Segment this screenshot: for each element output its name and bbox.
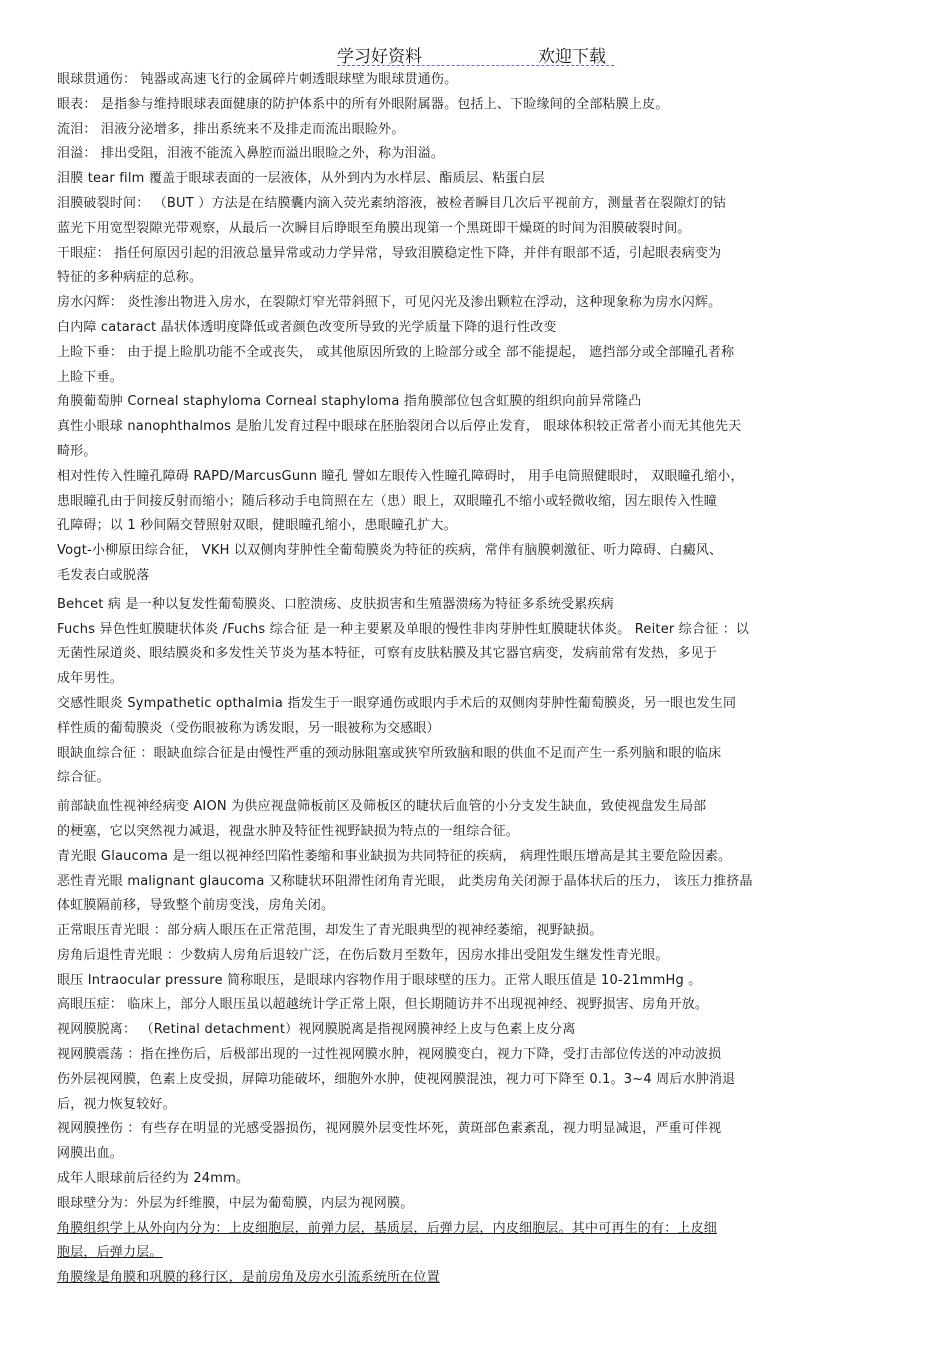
text-line: Behcet 病 是一种以复发性葡萄膜炎、口腔溃疡、皮肤损害和生殖器溃疡为特征多系统受累疾病 xyxy=(57,596,614,612)
text-line: 的梗塞，它以突然视力减退，视盘水肿及特征性视野缺损为特点的一组综合征。 xyxy=(57,823,520,839)
text-line: 样性质的葡萄膜炎（受伤眼被称为诱发眼，另一眼被称为交感眼） xyxy=(57,720,440,736)
text-line: 后，视力恢复较好。 xyxy=(57,1096,176,1112)
header-dashed-rule xyxy=(337,65,614,66)
text-line: 相对性传入性瞳孔障碍 RAPD/MarcusGunn 瞳孔 譬如左眼传入性瞳孔障碍时， 用手电筒照健眼时， 双眼瞳孔缩小， xyxy=(57,468,744,484)
text-line xyxy=(57,1291,897,1316)
text-line: 恶性青光眼 malignant glaucoma 又称睫状环阻滞性闭角青光眼， 此类房角关闭源于晶体状后的压力， 该压力推挤晶 xyxy=(57,873,753,889)
text-line: 视网膜挫伤 ：有些存在明显的光感受器损伤，视网膜外层变性坏死，黄斑部色素紊乱，视力明显减退，严重可伴视 xyxy=(57,1121,722,1137)
text-line: 特征的多种病症的总称。 xyxy=(57,270,203,286)
text-line: 真性小眼球 nanophthalmos 是胎儿发育过程中眼球在胚胎裂闭合以后停止发育， 眼球体积较正常者小而无其他先天 xyxy=(57,419,742,435)
document-body xyxy=(57,68,897,1316)
text-line: 泪溢： 排出受阻，泪液不能流入鼻腔而溢出眼睑之外，称为泪溢。 xyxy=(57,146,445,162)
text-line: 无菌性尿道炎、眼结膜炎和多发性关节炎为基本特征，可察有皮肤粘膜及其它器官病变，发病前常有发热，多见于 xyxy=(57,646,718,662)
text-line: 上睑下垂： 由于提上睑肌功能不全或丧失， 或其他原因所致的上睑部分或全 部不能提起， 遮挡部分或全部瞳孔者称 xyxy=(57,344,735,360)
text-line: 综合征。 xyxy=(57,770,110,786)
text-line: 高眼压症： 临床上，部分人眼压虽以超越统计学正常上限，但长期随访并不出现视神经、视野损害、房角开放。 xyxy=(57,997,709,1013)
text-line: 青光眼 Glaucoma 是一组以视神经凹陷性萎缩和事业缺损为共同特征的疾病， 病理性眼压增高是其主要危险因素。 xyxy=(57,848,732,864)
page-header xyxy=(0,42,950,66)
text-line: 蓝光下用宽型裂隙光带观察，从最后一次瞬目后睁眼至角膜出现第一个黑斑即干燥斑的时间为泪膜破裂时间。 xyxy=(57,220,691,236)
text-line: 眼球壁分为：外层为纤维膜，中层为葡萄膜，内层为视网膜。 xyxy=(57,1195,414,1211)
text-line: 泪膜破裂时间： （BUT ）方法是在结膜囊内滴入荧光素纳溶液，被检者瞬目几次后平视前方，测量者在裂隙灯的钴 xyxy=(57,195,727,211)
text-line: 角膜葡萄肿 Corneal staphyloma Corneal staphyloma 指角膜部位包含虹膜的组织向前异常隆凸 xyxy=(57,394,642,410)
text-line: 眼缺血综合征 ：眼缺血综合征是由慢性严重的颈动脉阻塞或狭窄所致脑和眼的供血不足而产生一系列脑和眼的临床 xyxy=(57,745,722,761)
text-line: 患眼瞳孔由于间接反射而缩小；随后移动手电筒照在左（患）眼上，双眼瞳孔不缩小或轻微收缩，因左眼传入性瞳 xyxy=(57,493,718,509)
text-line: 干眼症： 指任何原因引起的泪液总量异常或动力学异常，导致泪膜稳定性下降，并伴有眼部不适，引起眼表病变为 xyxy=(57,245,722,261)
text-line: Fuchs 异色性虹膜睫状体炎 /Fuchs 综合征 是一种主要累及单眼的慢性非肉芽肿性虹膜睫状体炎。 Reiter 综合征 ：以 xyxy=(57,621,750,637)
text-line: 体虹膜隔前移，导致整个前房变浅，房角关闭。 xyxy=(57,898,335,914)
text-line: 成年人眼球前后径约为 24mm。 xyxy=(57,1171,250,1187)
text-line: 泪膜 tear film 覆盖于眼球表面的一层液体，从外到内为水样层、酯质层、粘蛋白层 xyxy=(57,171,545,187)
text-line: 毛发表白或脱落 xyxy=(57,567,150,583)
text-line: 房角后退性青光眼 ：少数病人房角后退较广泛，在伤后数月至数年，因房水排出受阻发生继发性青光眼。 xyxy=(57,947,669,963)
text-line: 畸形。 xyxy=(57,443,97,459)
text-line: 眼球贯通伤： 钝器或高速飞行的金属碎片刺透眼球壁为眼球贯通伤。 xyxy=(57,72,458,87)
text-line: 成年男性。 xyxy=(57,671,124,687)
text-line: 视网膜脱离： （Retinal detachment）视网膜脱离是指视网膜神经上皮与色素上皮分离 xyxy=(57,1022,576,1038)
text-line: 前部缺血性视神经病变 AION 为供应视盘筛板前区及筛板区的睫状后血管的小分支发生缺血，致使视盘发生局部 xyxy=(57,799,707,815)
text-line: 交感性眼炎 Sympathetic opthalmia 指发生于一眼穿通伤或眼内手术后的双侧肉芽肿性葡萄膜炎，另一眼也发生同 xyxy=(57,695,737,711)
text-line: 白内障 cataract 晶状体透明度降低或者颜色改变所导致的光学质量下降的退行性改变 xyxy=(57,319,557,335)
text-line: 流泪： 泪液分泌增多，排出系统来不及排走而流出眼睑外。 xyxy=(57,121,405,137)
text-line: 胞层，后弹力层。 xyxy=(57,1245,163,1261)
text-line: Vogt-小柳原田综合征， VKH 以双侧肉芽肿性全葡萄膜炎为特征的疾病，常伴有脑膜刺激征、听力障碍、白癜风、 xyxy=(57,543,723,559)
text-line: 伤外层视网膜，色素上皮受损，屏障功能破坏，细胞外水肿，使视网膜混浊，视力可下降至 0.1。3~4 周后水肿消退 xyxy=(57,1071,736,1087)
text-line: 上睑下垂。 xyxy=(57,369,124,385)
text-line: 房水闪辉： 炎性渗出物进入房水，在裂隙灯窄光带斜照下，可见闪光及渗出颗粒在浮动，这种现象称为房水闪辉。 xyxy=(57,295,722,311)
header-right-text: 欢迎下载 xyxy=(538,47,606,67)
text-line: 正常眼压青光眼 ：部分病人眼压在正常范围，却发生了青光眼典型的视神经萎缩，视野缺损。 xyxy=(57,923,603,939)
text-line: 眼表： 是指参与维持眼球表面健康的防护体系中的所有外眼附属器。包括上、下睑缘间的全部粘膜上皮。 xyxy=(57,96,669,112)
text-line: 角膜组织学上从外向内分为：上皮细胞层，前弹力层，基质层，后弹力层，内皮细胞层。其中可再生的有：上皮细 xyxy=(57,1220,718,1236)
text-line: 孔障碍；以 1 秒间隔交替照射双眼，健眼瞳孔缩小，患眼瞳孔扩大。 xyxy=(57,518,457,534)
text-line: 眼压 Intraocular pressure 简称眼压，是眼球内容物作用于眼球壁的压力。正常人眼压值是 10-21mmHg 。 xyxy=(57,972,702,988)
header-left-text: 学习好资料 xyxy=(337,47,422,67)
text-line: 视网膜震荡 ：指在挫伤后，后极部出现的一过性视网膜水肿，视网膜变白，视力下降，受打击部位传送的冲动波损 xyxy=(57,1047,722,1063)
text-line: 网膜出血。 xyxy=(57,1146,124,1162)
text-line: 角膜缘是角膜和巩膜的移行区，是前房角及房水引流系统所在位置 xyxy=(57,1270,440,1286)
